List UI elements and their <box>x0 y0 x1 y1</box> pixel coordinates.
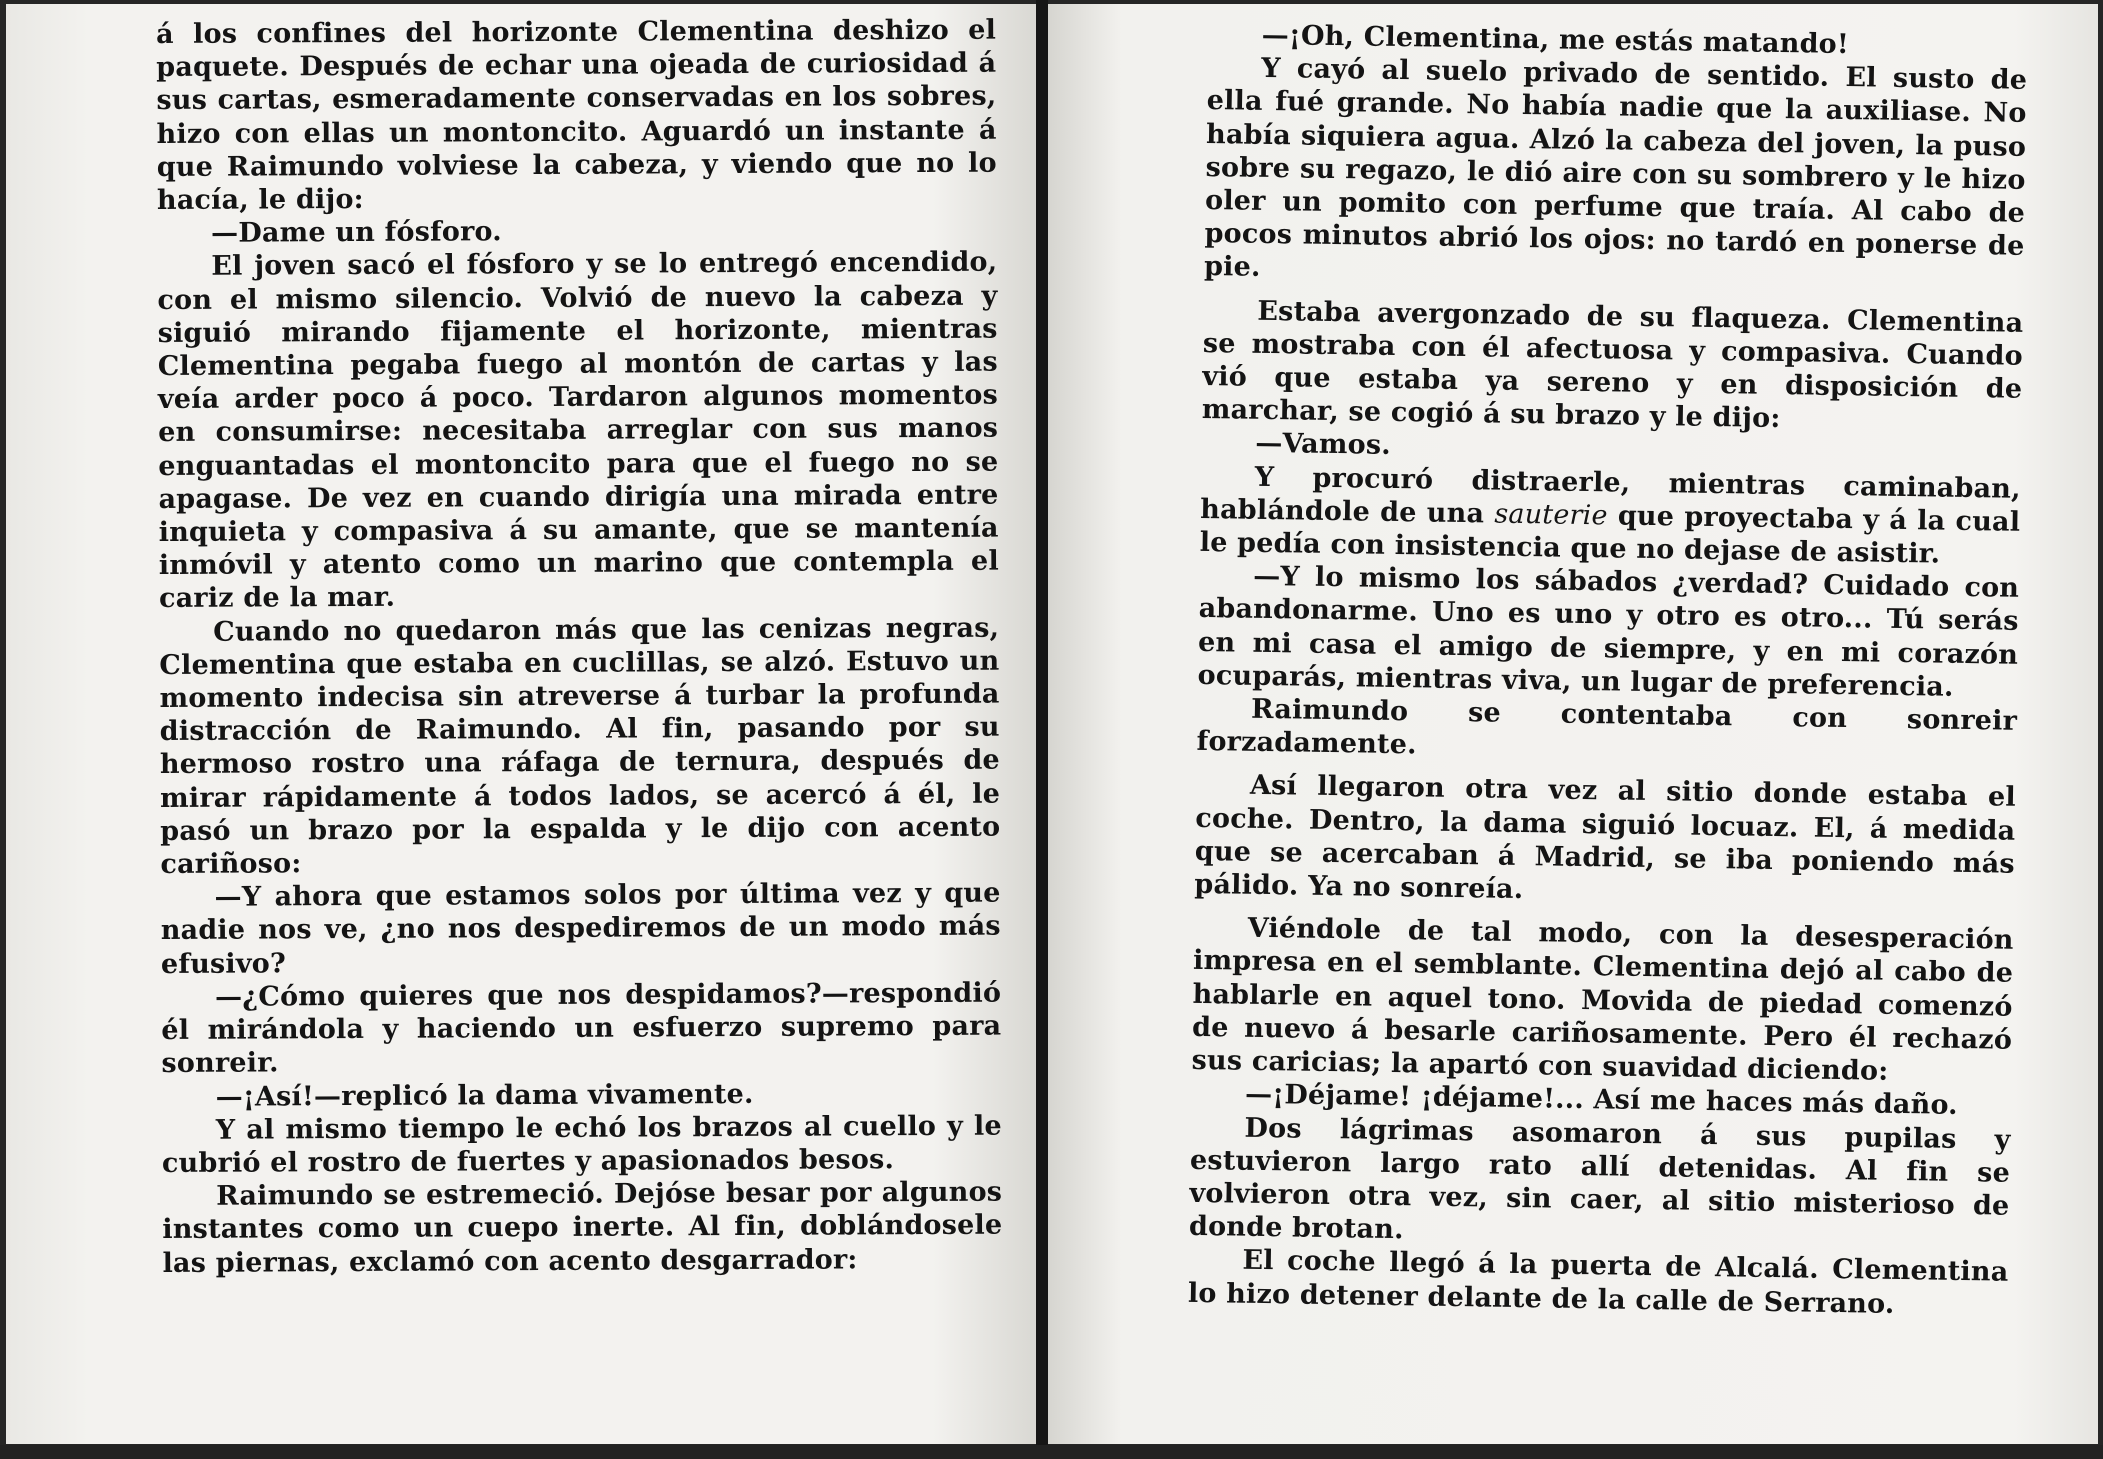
paragraph <box>1199 460 2020 572</box>
paragraph: Así llegaron otra vez al sitio donde estaba el coche. Dentro, la dama siguió locuaz. El, á medida que se acercaban á Madrid, se iba poniendo más pálido. Ya no sonreía. <box>1194 770 2017 906</box>
paragraph: —Vamos. <box>1255 428 1392 462</box>
paragraph: Dos lágrimas asomaron á sus pupilas y estuvieron largo rato allí detenidas. Al fin se volvieron otra vez, sin caer, al sitio misterioso de donde brotan. <box>1188 1112 2011 1246</box>
paragraph: Y cayó al suelo privado de sentido. El susto de ella fué grande. No había nadie que la auxiliase. No había siquiera agua. Alzó la cabeza del joven, la puso sobre su regazo, le dió aire con su sombrero y le hizo oler un pomito con perfume que traía. Al cabo de pocos minutos abrió los ojos: no tardó en ponerse de pie. <box>1203 53 2028 284</box>
paragraph: —¿Cómo quieres que nos despidamos?—respondió él mirándola y haciendo un esfuerzo supremo para sonreir. <box>161 977 1002 1080</box>
left-page-text <box>156 14 1003 1280</box>
right-page-text <box>1188 18 2028 1322</box>
paragraph: —¡Oh, Clementina, me estás matando! <box>1261 19 1850 61</box>
paragraph-text: Y procuró distraerle, mientras caminaban, hablándole de una <box>1200 461 2021 530</box>
paragraph: Cuando no quedaron más que las cenizas negras, Clementina que estaba en cuclillas, se alzó. Estuvo un momento indecisa sin atreverse á turbar la profunda distracción de Raimundo. Al fin, pasando por su hermoso rostro una ráfaga de ternura, después de mirar rápidamente á todos lados, se acercó á él, le pasó un brazo por la espalda y le dijo con acento cariñoso: <box>159 612 1001 881</box>
left-page <box>6 4 1036 1444</box>
paragraph: Raimundo se estremeció. Dejóse besar por algunos instantes como un cuepo inerte. Al fin, doblándosele las piernas, exclamó con acento desgarrador: <box>162 1176 1003 1279</box>
paragraph: Raimundo se contentaba con sonreir forzadamente. <box>1196 693 2018 761</box>
italic-word: sauterie <box>1494 498 1608 532</box>
paragraph-text: que proyectaba y á la cual le pedía con insistencia que no dejase de asistir. <box>1199 500 2021 570</box>
paragraph: á los confines del horizonte Clementina deshizo el paquete. Después de echar una ojeada de curiosidad á sus cartas, esmeradamente conservadas en los sobres, hizo con ellas un montoncito. Aguardó un instante á que Raimundo volviese la cabeza, y viendo que no lo hacía, le dijo: <box>156 14 997 217</box>
paragraph: Viéndole de tal modo, con la desesperación impresa en el semblante. Clementina dejó al cabo de hablarle en aquel tono. Movida de piedad comenzó de nuevo á besarle cariñosamente. Pero él rechazó sus caricias; la apartó con suavidad diciendo: <box>1191 913 2014 1087</box>
paragraph: Y al mismo tiempo le echó los brazos al cuello y le cubrió el rostro de fuertes y apasionados besos. <box>161 1110 1002 1179</box>
paragraph: Estaba avergonzado de su flaqueza. Clementina se mostraba con él afectuosa y compasiva. Cuando vió que estaba ya sereno y en disposición de marchar, se cogió á su brazo y le dijo: <box>1201 295 2024 435</box>
paragraph: —¡Así!—replicó la dama vivamente. <box>215 1078 754 1113</box>
right-page <box>1048 4 2098 1444</box>
paragraph: El joven sacó el fósforo y se lo entregó encendido, con el mismo silencio. Volvió de nuevo la cabeza y siguió mirando fijamente el horizonte, mientras Clementina pegaba fuego al montón de cartas y las veía arder poco á poco. Tardaron algunos momentos en consumirse: necesitaba arreglar con sus manos enguantadas el montoncito para que el fuego no se apagase. De vez en cuando dirigía una mirada entre inquieta y compasiva á su amante, que se mantenía inmóvil y atento como un marino que contempla el cariz de la mar. <box>157 247 999 615</box>
paragraph: El coche llegó á la puerta de Alcalá. Clementina lo hizo detener delante de la calle de Serrano. <box>1187 1245 2009 1320</box>
paragraph: —Dame un fósforo. <box>211 216 502 249</box>
paragraph: —Y ahora que estamos solos por última vez y que nadie nos ve, ¿no nos despediremos de un modo más efusivo? <box>160 877 1001 980</box>
paragraph: —Y lo mismo los sábados ¿verdad? Cuidado con abandonarme. Uno es uno y otro es otro... Tú serás en mi casa el amigo de siempre, y en mi corazón ocuparás, mientras viva, un lugar de preferencia. <box>1197 561 2020 703</box>
book-gutter <box>1036 0 1048 1459</box>
paragraph: —¡Déjame! ¡déjame!... Así me haces más daño. <box>1244 1079 1959 1122</box>
scan-bottom-edge <box>0 1445 2103 1459</box>
